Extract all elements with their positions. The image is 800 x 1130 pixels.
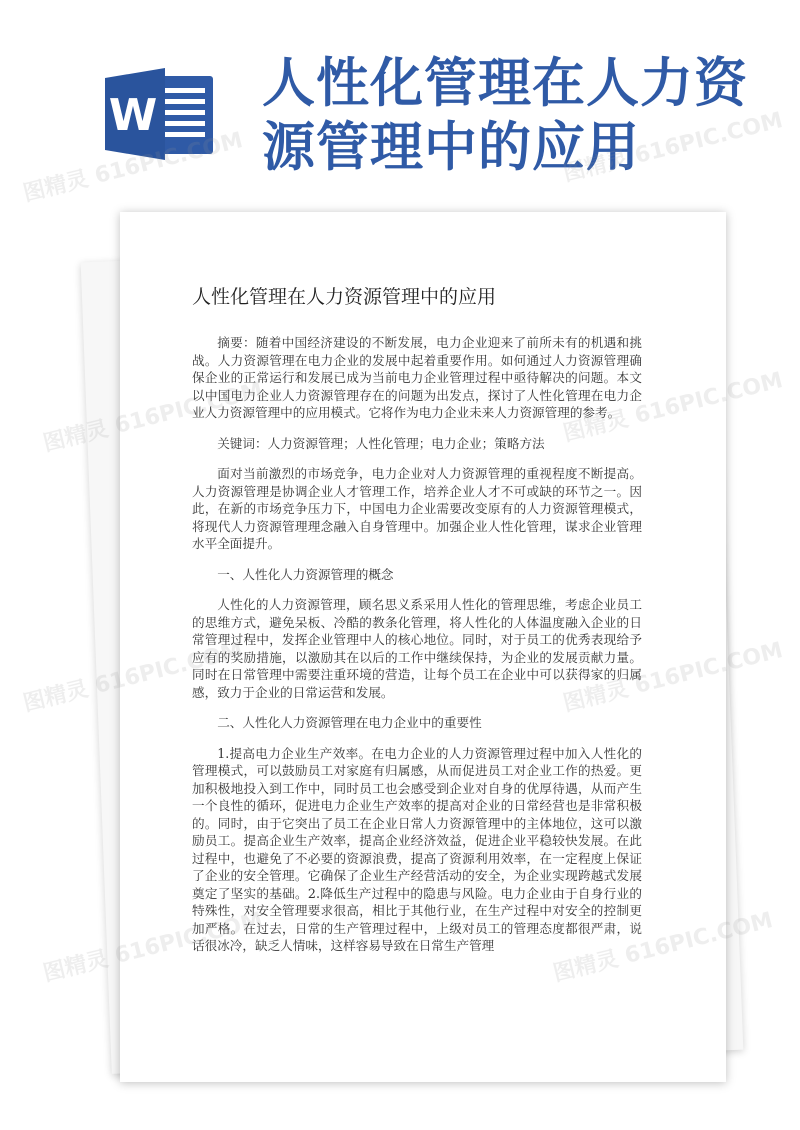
watermark-text: 图精灵 bbox=[40, 946, 111, 987]
word-document-icon bbox=[105, 68, 217, 160]
word-logo-graphic bbox=[105, 68, 217, 160]
section-heading-1: 一、人性化人力资源管理的概念 bbox=[217, 566, 394, 582]
section-1-paragraph: 人性化的人力资源管理，顾名思义系采用人性化的管理思维，考虑企业员工的思维方式，避免呆板、冷酷的教条化管理，将人性化的人体温度融入企业的日常管理过程中，发挥企业管理中人的核心地位。同时，对于员工的优秀表现给予应有的奖励措施，以激励其在以后的工作中继续保持，为企业的发展贡献力量。同时在日常管理中需要注重环境的营造，让每个员工在企业中可以获得家的归属感，致力于企业的日常运营和发展。 bbox=[192, 597, 642, 700]
section-heading-2: 二、人性化人力资源管理在电力企业中的重要性 bbox=[217, 715, 482, 730]
document-title: 人性化管理在人力资源管理中的应用 bbox=[192, 286, 497, 308]
abstract-paragraph: 摘要：随着中国经济建设的不断发展，电力企业迎来了前所未有的机遇和挑战。人力资源管理在电力企业的发展中起着重要作用。如何通过人力资源管理确保企业的正常运行和发展已成为当前电力企业管理过程中亟待解决的问题。本文以中国电力企业人力资源管理存在的问题为出发点，探讨了人性化管理在电力企业人力资源管理中的应用模式。它将作为电力企业未来人力资源管理的参考。 bbox=[192, 335, 642, 420]
watermark-text: 图精灵 616PIC.COM bbox=[20, 128, 246, 207]
intro-paragraph: 面对当前激烈的市场竞争，电力企业对人力资源管理的重视程度不断提高。人力资源管理是协调企业人才管理工作，培养企业人才不可或缺的环节之一。因此，在新的市场竞争压力下，中国电力企业需要改变原有的人力资源管理模式，将现代人力资源管理理念融入自身管理中。加强企业人性化管理，谋求企业管理水平全面提升。 bbox=[192, 466, 642, 551]
watermark-text: 图精灵 bbox=[20, 676, 91, 717]
word-icon-letter: W bbox=[108, 90, 158, 141]
keywords-paragraph: 关键词：人力资源管理；人性化管理；电力企业；策略方法 bbox=[217, 435, 545, 451]
document-page bbox=[120, 212, 726, 1082]
watermark-text: 图精灵 616PIC.COM bbox=[560, 108, 786, 187]
watermark-text: 图精灵 bbox=[40, 416, 111, 457]
document-body bbox=[192, 334, 642, 968]
section-2-paragraph: 1.提高电力企业生产效率。在电力企业的人力资源管理过程中加入人性化的管理模式，可以鼓励员工对家庭有归属感，从而促进员工对企业工作的热爱。更加积极地投入到工作中，同时员工也会感受到企业对自身的优厚待遇，从而产生一个良性的循环，促进电力企业生产效率的提高对企业的日常经营也是非常积极的。同时，由于它突出了员工在企业日常人力资源管理中的主体地位，这可以激励员工。提高企业生产效率，提高企业经济效益，促进企业平稳较快发展。在此过程中，也避免了不必要的资源浪费，提高了资源利用效率，在一定程度上保证了企业的安全管理。它确保了企业生产经营活动的安全，为企业实现跨越式发展奠定了坚实的基础。2.降低生产过程中的隐患与风险。电力企业由于自身行业的特殊性，对安全管理要求很高，相比于其他行业，在生产过程中对安全的控制更加严格。在过去，日常的生产管理过程中，上级对员工的管理态度都很严肃，说话很冰冷，缺乏人情味，这样容易导致在日常生产管理 bbox=[192, 745, 642, 953]
header-title: 人性化管理在人力资源管理中的应用 bbox=[262, 53, 748, 178]
